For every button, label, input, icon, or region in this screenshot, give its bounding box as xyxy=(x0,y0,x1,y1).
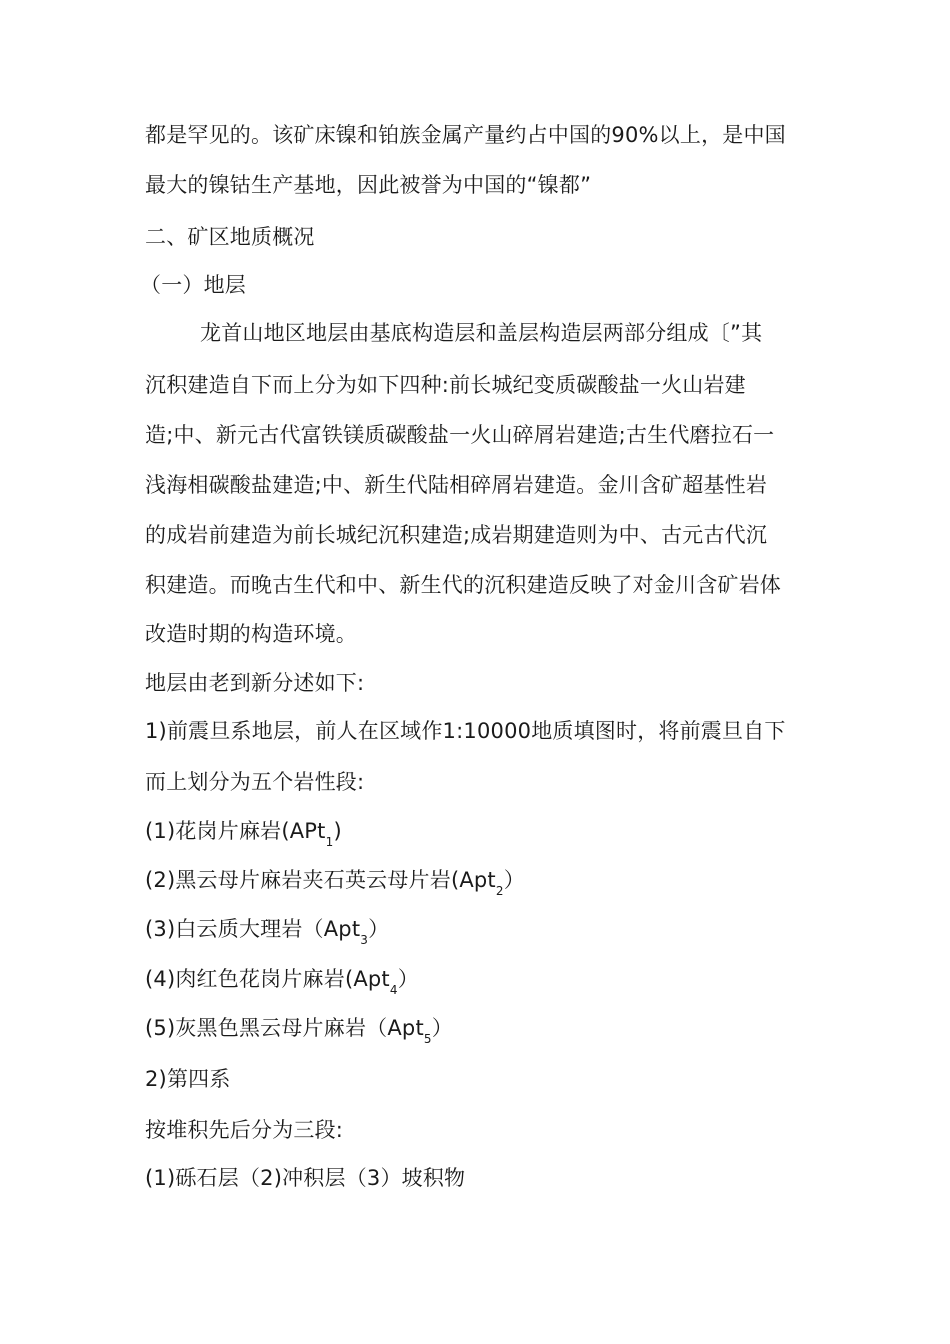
quaternary-list: (1)砾石层（2)冲积层（3）坡积物 xyxy=(145,1166,466,1190)
quaternary-intro: 按堆积先后分为三段: xyxy=(145,1118,344,1142)
strata-paragraph-line-2: 沉积建造自下而上分为如下四种:前长城纪变质碳酸盐一火山岩建 xyxy=(145,373,746,397)
segment-2 xyxy=(145,865,525,898)
segment-4-text: (4)肉红色花岗片麻岩(Apt xyxy=(145,967,390,991)
segment-4-subscript: 4 xyxy=(389,983,398,997)
segment-4-tail: ） xyxy=(397,967,419,991)
segment-1-tail: ) xyxy=(333,819,342,843)
segment-3-text: (3)白云质大理岩（Apt xyxy=(145,917,361,941)
strata-paragraph-line-6: 积建造。而晚古生代和中、新生代的沉积建造反映了对金川含矿岩体 xyxy=(145,573,781,597)
strata-intro: 地层由老到新分述如下: xyxy=(145,671,365,695)
segment-2-tail: ） xyxy=(503,868,525,892)
segment-4 xyxy=(145,964,419,997)
item1-line-1: 1)前震旦系地层，前人在区域作1:10000地质填图时，将前震旦自下 xyxy=(145,719,786,743)
segment-1-text: (1)花岗片麻岩(APt xyxy=(145,819,326,843)
item2-heading: 2)第四系 xyxy=(145,1067,231,1091)
strata-paragraph-line-4: 浅海相碳酸盐建造;中、新生代陆相碎屑岩建造。金川含矿超基性岩 xyxy=(145,473,768,497)
strata-paragraph-line-3: 造;中、新元古代富铁镁质碳酸盐一火山碎屑岩建造;古生代磨拉石一 xyxy=(145,423,775,447)
segment-2-subscript: 2 xyxy=(495,884,504,898)
intro-line-1: 都是罕见的。该矿床镍和铂族金属产量约占中国的90%以上，是中国 xyxy=(145,123,786,147)
segment-1 xyxy=(145,816,342,849)
item1-line-2: 而上划分为五个岩性段: xyxy=(145,770,365,794)
strata-paragraph-line-1: 龙首山地区地层由基底构造层和盖层构造层两部分组成〔”其 xyxy=(200,321,763,345)
segment-5 xyxy=(145,1013,453,1046)
segment-5-tail: ） xyxy=(431,1016,453,1040)
segment-5-text: (5)灰黑色黑云母片麻岩（Apt xyxy=(145,1016,424,1040)
section-heading: 二、矿区地质概况 xyxy=(145,225,315,249)
segment-3-subscript: 3 xyxy=(360,933,369,947)
segment-3-tail: ） xyxy=(368,917,390,941)
strata-paragraph-line-7: 改造时期的构造环境。 xyxy=(145,622,357,646)
segment-1-subscript: 1 xyxy=(325,835,334,849)
segment-5-subscript: 5 xyxy=(423,1032,432,1046)
intro-line-2: 最大的镍钴生产基地，因此被誉为中国的“镍都” xyxy=(145,173,592,197)
segment-2-text: (2)黑云母片麻岩夹石英云母片岩(Apt xyxy=(145,868,496,892)
subsection-heading: （一）地层 xyxy=(140,273,246,297)
strata-paragraph-line-5: 的成岩前建造为前长城纪沉积建造;成岩期建造则为中、古元古代沉 xyxy=(145,523,768,547)
segment-3 xyxy=(145,914,389,947)
